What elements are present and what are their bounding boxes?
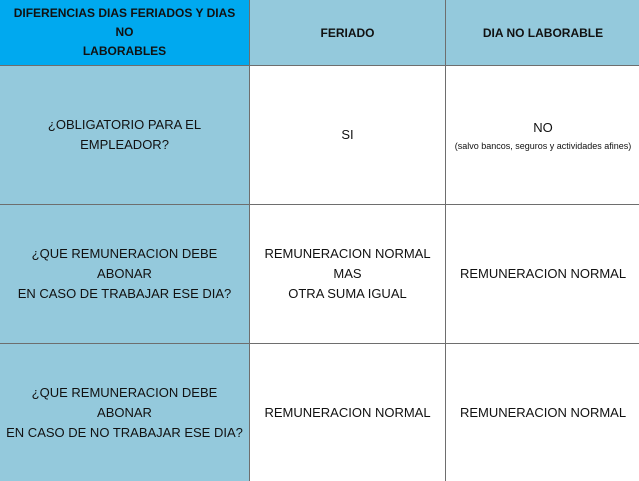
no-laborable-answer: REMUNERACION NORMAL <box>459 405 627 420</box>
feriado-answer-cell <box>250 66 446 205</box>
feriado-answer-cell <box>250 344 446 481</box>
column-header-no-laborable: DIA NO LABORABLE <box>446 0 639 66</box>
table-title-cell <box>0 0 250 66</box>
feriado-answer: SI <box>341 127 354 142</box>
question-cell <box>0 205 250 344</box>
no-laborable-note: (salvo bancos, seguros y actividades afines) <box>454 140 632 151</box>
feriado-answer-line1: REMUNERACION NORMAL MAS <box>264 246 431 281</box>
table-title-line1: DIFERENCIAS DIAS FERIADOS Y DIAS NO <box>13 6 236 39</box>
table-title-line2: LABORABLES <box>82 44 167 58</box>
table-row <box>0 66 639 205</box>
no-laborable-answer-cell <box>446 344 639 481</box>
table-row <box>0 344 639 481</box>
question-line1: ¿OBLIGATORIO PARA EL EMPLEADOR? <box>47 117 202 152</box>
header-row <box>0 0 639 66</box>
no-laborable-answer: NO <box>533 119 553 135</box>
table-row <box>0 205 639 344</box>
question-line1: ¿QUE REMUNERACION DEBE ABONAR <box>31 385 218 420</box>
question-cell <box>0 66 250 205</box>
no-laborable-answer-cell <box>446 66 639 205</box>
question-line2: EN CASO DE NO TRABAJAR ESE DIA? <box>6 425 243 440</box>
no-laborable-answer-cell <box>446 205 639 344</box>
question-line1: ¿QUE REMUNERACION DEBE ABONAR <box>31 246 218 281</box>
feriado-answer-cell <box>250 205 446 344</box>
feriado-answer-line2: OTRA SUMA IGUAL <box>288 286 407 301</box>
no-laborable-answer: REMUNERACION NORMAL <box>459 266 627 281</box>
column-header-feriado: FERIADO <box>250 0 446 66</box>
question-cell <box>0 344 250 481</box>
feriado-answer: REMUNERACION NORMAL <box>264 405 431 420</box>
question-line2: EN CASO DE TRABAJAR ESE DIA? <box>17 286 232 301</box>
